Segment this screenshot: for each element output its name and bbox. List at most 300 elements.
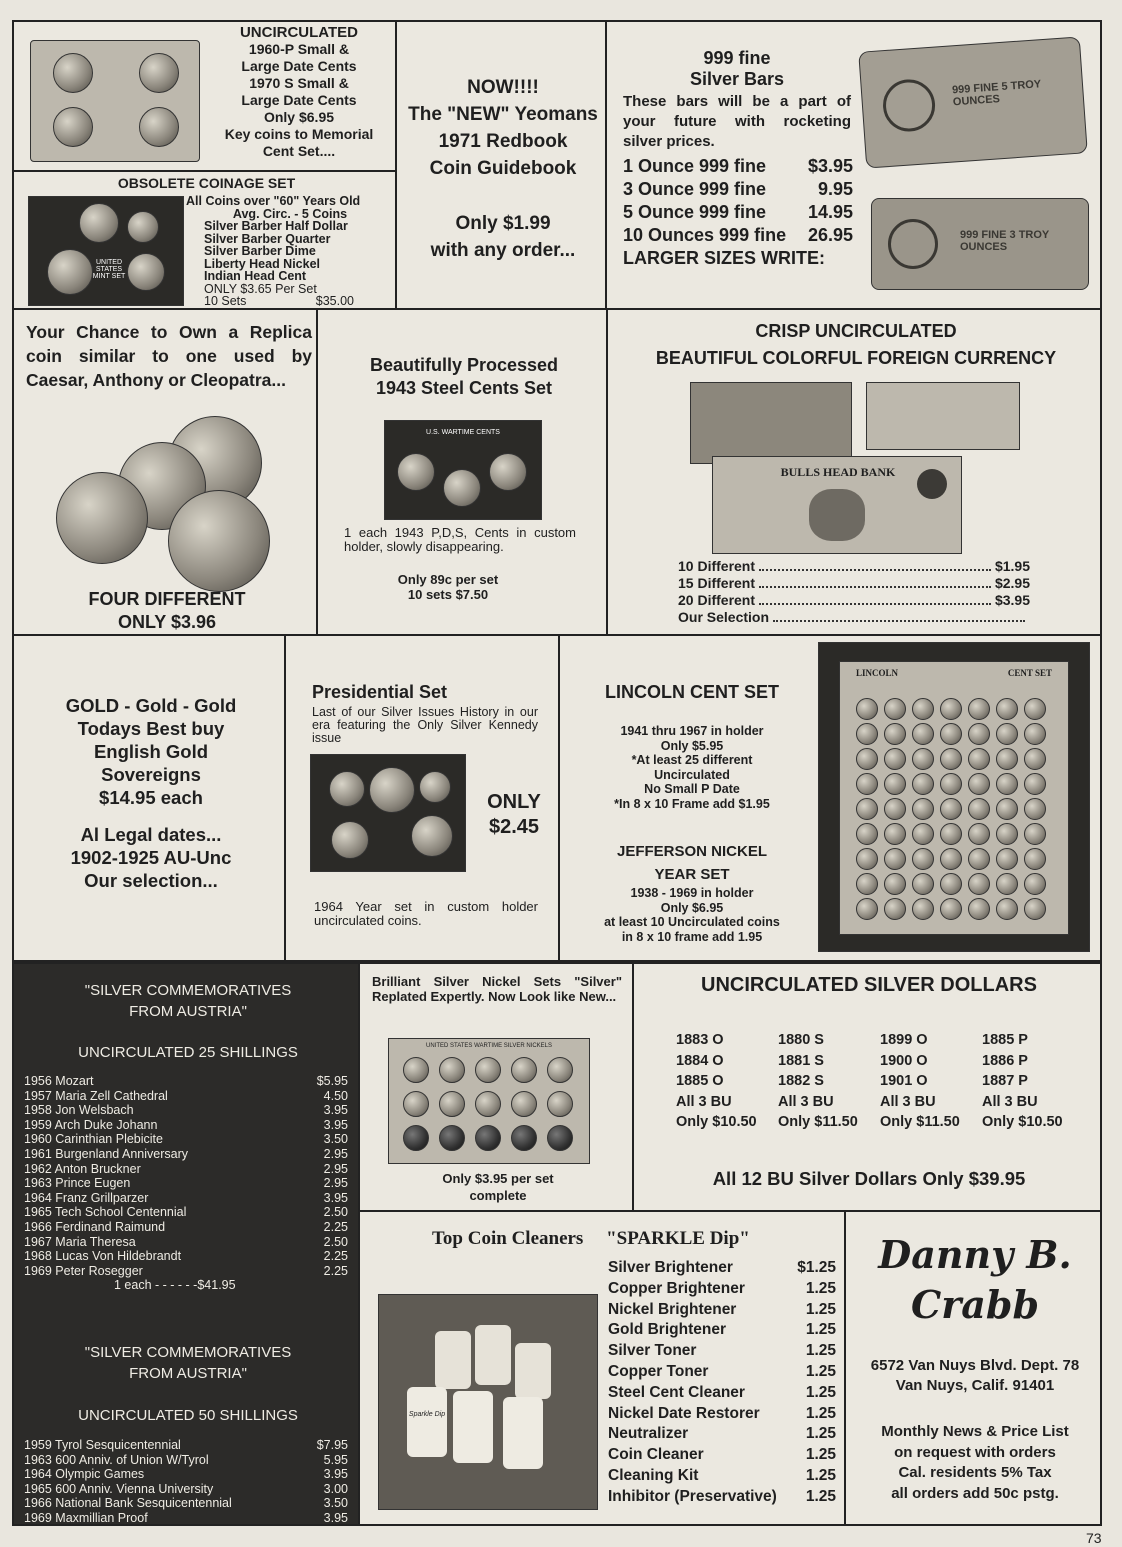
replica-coins-photo [48,410,288,585]
ad-title: YEAR SET [654,866,730,883]
ad-line: Our selection... [84,870,218,891]
coin-icon [996,823,1018,845]
ad-line: 1971 Redbook [438,131,568,152]
ad-title: BEAUTIFUL COLORFUL FOREIGN CURRENCY [655,348,1057,368]
coin-icon [912,848,934,870]
dollar-date: 1886 P [982,1052,1028,1069]
commemorative-list-25 [24,1074,348,1278]
ad-line: English Gold [93,741,209,762]
item-name: Silver Brightener [608,1259,733,1276]
coin-icon [369,767,415,813]
photo-caption: UNITED STATES WARTIME SILVER NICKELS [425,1043,553,1049]
dollar-price: Only $11.50 [778,1114,858,1130]
ad-line: 10 Sets [204,294,247,308]
dollar-group: All 3 BU [778,1093,834,1110]
list-item [608,1300,836,1321]
price-value: $1.95 [994,558,1030,574]
item-price: 3.50 [323,1496,348,1511]
ad-line: No Small P Date [644,782,740,796]
ad-line: Avg. Circ. - 5 Coins [232,206,348,221]
ad-line: *At least 25 different [631,753,753,767]
item-name: 1966 Ferdinand Raimund [24,1219,166,1234]
ad-price: $2.45 [488,816,540,838]
bottle-icon [453,1391,493,1463]
coin-icon [489,453,527,491]
ad-title: UNCIRCULATED SILVER DOLLARS [701,974,1037,996]
coin-icon [884,823,906,845]
ad-price: ONLY $3.65 Per Set [204,281,317,296]
ad-title: Silver Bars [689,69,785,89]
ad-line: Indian Head Cent [204,269,307,283]
bottle-icon [475,1325,511,1385]
price-label: 5 Ounce 999 fine [623,202,767,222]
cent-grid [856,698,1056,928]
coin-icon [996,773,1018,795]
item-name: 1959 Tyrol Sesquicentennial [24,1438,181,1452]
coin-icon [856,723,878,745]
bottle-icon [435,1331,471,1389]
coin-icon [940,773,962,795]
item-price: 3.95 [323,1190,348,1205]
ad-lincoln-cents [558,634,1102,962]
coin-icon [856,748,878,770]
item-price: 1.25 [805,1487,836,1505]
commemorative-list-50 [24,1438,348,1526]
ad-line: Large Date Cents [241,58,357,74]
ad-price: Only $6.95 [660,900,724,915]
item-price: 1.25 [805,1383,836,1401]
list-item [24,1467,348,1482]
coin-icon [511,1125,537,1151]
coin-icon [884,773,906,795]
item-name: 1969 Maxmillian Proof [24,1510,148,1525]
list-item [608,1466,836,1487]
coin-icon [1024,873,1046,895]
denomination-badge [917,469,947,499]
coin-icon [912,873,934,895]
ad-silver-nickel-sets [358,962,634,1212]
item-price: 3.95 [323,1510,348,1525]
coin-icon [884,848,906,870]
ad-line: Sovereigns [101,764,201,785]
section-heading: FROM AUSTRIA" [129,1365,247,1382]
item-price: 1.25 [805,1279,836,1297]
coin-icon [168,490,270,592]
ad-gold-sovereigns [12,634,286,962]
coin-icon [996,848,1018,870]
coin-icon [79,203,119,243]
ad-line: ONLY [487,791,541,813]
ad-sparkle-dip [358,1210,846,1526]
list-item [24,1191,348,1206]
item-price: 3.50 [323,1132,348,1147]
nickel-set-photo [388,1038,590,1164]
coin-icon [968,723,990,745]
item-name: 1957 Maria Zell Cathedral [24,1088,168,1103]
dealer-note: all orders add 50c pstg. [891,1484,1059,1502]
coin-icon [968,798,990,820]
coin-icon [547,1125,573,1151]
ad-foreign-currency [606,308,1102,636]
list-total: 1 each - - - - - -$41.95 [114,1278,236,1292]
dollar-date: 1883 O [676,1032,724,1048]
item-price: 2.50 [323,1234,348,1249]
list-item [24,1205,348,1220]
price-value [1029,609,1030,626]
item-name: 1960 Carinthian Plebicite [24,1132,163,1147]
item-price: 2.25 [323,1219,348,1234]
coin-icon [912,823,934,845]
item-name: 1963 Prince Eugen [24,1176,131,1191]
coin-icon [1024,773,1046,795]
coin-icon [996,873,1018,895]
cleaner-price-list [608,1258,836,1508]
coin-icon [139,107,179,147]
list-item [608,1383,836,1404]
ad-line: at least 10 Uncirculated coins [604,915,780,929]
lincoln-frame-photo [818,642,1090,952]
steel-cents-photo [384,420,542,520]
coin-icon [968,823,990,845]
list-item [608,1487,836,1508]
coin-icon [1024,823,1046,845]
price-label: Our Selection [678,609,770,625]
bottle-icon [407,1387,447,1457]
item-name: 1958 Jon Welsbach [24,1103,134,1118]
ad-description: 1 each 1943 P,D,S, Cents in custom holder, slowly disappearing. [344,525,576,554]
list-item [608,1424,836,1445]
dealer-address: Van Nuys, Calif. 91401 [895,1377,1055,1394]
price-value: $2.95 [994,575,1030,591]
ad-title: JEFFERSON NICKEL [616,843,767,860]
coin-icon [884,748,906,770]
coin-icon [884,798,906,820]
coin-icon [884,898,906,920]
price-label: 20 Different [678,592,756,608]
coin-icon [968,873,990,895]
mint-logo-icon [881,78,937,134]
item-price: 2.50 [323,1205,348,1220]
coin-icon [968,898,990,920]
ad-line: complete [469,1188,527,1203]
ad-price: Only 89c per set [397,572,499,587]
ad-line: 1970 S Small & [249,75,349,91]
board-label: CENT SET [1007,668,1052,678]
item-name: 1962 Anton Bruckner [24,1161,141,1176]
item-name: Nickel Date Restorer [608,1404,760,1422]
coin-icon [940,798,962,820]
list-item [24,1089,348,1104]
item-name: 1967 Maria Theresa [24,1234,136,1249]
ad-title: 1943 Steel Cents Set [375,378,553,398]
list-item [24,1496,348,1511]
item-name: 1963 600 Anniv. of Union W/Tyrol [24,1452,209,1467]
coin-icon [940,698,962,720]
coin-icon [419,771,451,803]
ad-title: "SPARKLE Dip" [606,1228,750,1249]
item-price: 1.25 [805,1300,836,1318]
section-subheading: UNCIRCULATED 25 SHILLINGS [78,1044,298,1061]
item-price: 3.00 [323,1481,348,1496]
list-item [24,1176,348,1191]
ad-line: Silver Barber Half Dollar [204,219,348,233]
dollar-date: 1885 P [982,1032,1028,1048]
dollar-price: Only $11.50 [880,1114,960,1130]
coin-icon [940,898,962,920]
item-name: 1965 Tech School Centennial [24,1205,187,1220]
list-item [608,1258,836,1279]
coin-icon [511,1091,537,1117]
ad-price: $14.95 each [99,787,203,808]
list-item [608,1362,836,1383]
price-label: 10 Ounces 999 fine [623,225,787,245]
dollar-date: 1882 S [778,1073,824,1089]
banknote-photo [866,382,1020,450]
item-price: 3.95 [323,1103,348,1118]
ad-austria-commemoratives [12,962,360,1526]
item-name: Cleaning Kit [608,1466,699,1484]
price-label: 15 Different [678,575,756,591]
ad-title: 999 fine [703,48,771,68]
coin-icon [397,453,435,491]
coin-icon [940,823,962,845]
coin-icon [547,1091,573,1117]
dollar-date: 1884 O [676,1052,724,1069]
coin-icon [912,798,934,820]
coin-icon [940,873,962,895]
coin-icon [912,773,934,795]
dealer-name: Crabb [910,1282,1040,1327]
price-value: 14.95 [807,202,853,222]
coin-icon [331,821,369,859]
coin-icon [884,698,906,720]
bottle-label: Sparkle Dip [408,1411,446,1418]
coin-icon [329,771,365,807]
coin-icon [53,107,93,147]
nickel-grid [399,1053,579,1157]
coin-icon [968,773,990,795]
ad-price: All 12 BU Silver Dollars Only $39.95 [712,1168,1026,1189]
ad-title: LINCOLN CENT SET [605,682,779,702]
ad-line: GOLD - Gold - Gold [65,695,237,716]
section-heading: "SILVER COMMEMORATIVES [84,1344,292,1361]
item-name: 1968 Lucas Von Hildebrandt [24,1249,182,1264]
ad-line: with any order... [430,240,576,261]
coin-icon [968,698,990,720]
mint-logo-icon [888,219,938,269]
list-item [24,1249,348,1264]
list-item [24,1132,348,1147]
ad-dealer-contact [844,1210,1102,1526]
dollar-date: 1899 O [880,1032,928,1048]
item-name: Nickel Brightener [608,1300,737,1318]
ad-description: Brilliant Silver Nickel Sets "Silver" Replated Expertly. Now Look like New... [372,974,622,1004]
coin-icon [475,1057,501,1083]
ad-title: Top Coin Cleaners [432,1228,584,1249]
coin-icon [996,798,1018,820]
banknote-photo [690,382,852,464]
ad-presidential-set [284,634,560,962]
list-item [608,1279,836,1300]
coin-icon [139,53,179,93]
bottle-icon [503,1397,543,1469]
ad-line: Key coins to Memorial [224,126,374,142]
coin-icon [403,1091,429,1117]
coin-icon [940,723,962,745]
ad-price: Only $5.95 [660,738,724,753]
ad-price: $35.00 [315,294,354,308]
page-number: 73 [1086,1530,1102,1546]
item-name: Steel Cent Cleaner [608,1383,745,1401]
dollar-date: 1901 O [880,1073,928,1089]
list-item [24,1220,348,1235]
dollar-date: 1885 O [676,1073,724,1089]
coin-icon [511,1057,537,1083]
silver-bar-photo [858,36,1088,168]
item-price: 2.95 [323,1161,348,1176]
ad-line: All Coins over "60" Years Old [186,194,361,208]
coin-icon [856,823,878,845]
list-item [24,1453,348,1468]
ad-line: 1902-1925 AU-Unc [70,847,232,868]
coin-icon [968,748,990,770]
cent-set-photo [30,40,200,162]
ad-silver-bars [605,20,1102,310]
item-price: 1.25 [805,1446,836,1464]
item-name: Inhibitor (Preservative) [608,1487,777,1505]
list-item [608,1404,836,1425]
coin-icon [403,1057,429,1083]
coin-icon [884,723,906,745]
price-value: 26.95 [807,225,853,245]
ad-description: Your Chance to Own a Replica coin similar to one used by Caesar, Anthony or Cleopatra... [26,322,312,390]
list-item [24,1118,348,1133]
item-name: 1959 Arch Duke Johann [24,1117,158,1132]
price-value: $3.95 [807,156,853,176]
ad-replica-coins [12,308,318,636]
ad-line: Coin Guidebook [429,158,577,179]
ad-redbook [395,20,607,310]
list-item [608,1445,836,1466]
ad-line: Large Date Cents [241,92,357,108]
dealer-note: Cal. residents 5% Tax [898,1464,1052,1481]
coin-icon [1024,798,1046,820]
list-item [24,1511,348,1526]
ad-title: UNCIRCULATED [239,24,359,41]
coin-icon [856,873,878,895]
bar-stamp: 999 FINE 5 TROY OUNCES [951,78,1042,109]
dollar-price: Only $10.50 [676,1114,757,1130]
coin-icon [912,723,934,745]
ad-price: Only $1.99 [455,213,551,234]
coin-icon [940,848,962,870]
item-price: 2.95 [323,1146,348,1161]
item-name: 1961 Burgenland Anniversary [24,1146,189,1161]
coin-icon [1024,748,1046,770]
list-item [24,1147,348,1162]
list-item [24,1235,348,1250]
coin-icon [912,748,934,770]
list-item [24,1103,348,1118]
dollar-date: 1880 S [778,1032,824,1048]
ad-line: NOW!!!! [467,77,539,98]
coin-icon [411,815,453,857]
coin-icon [996,748,1018,770]
item-price: 1.25 [805,1342,836,1360]
ad-line: in 8 x 10 frame add 1.95 [621,929,763,944]
item-price: 2.25 [323,1263,348,1278]
ad-silver-dollars [632,962,1102,1212]
presidential-set-photo [310,754,466,872]
coin-icon [856,848,878,870]
coin-icon [1024,898,1046,920]
list-item [24,1264,348,1279]
coin-icon [127,211,159,243]
coin-icon [1024,698,1046,720]
ad-steel-cents [316,308,608,636]
coin-icon [968,848,990,870]
list-item [24,1074,348,1089]
dollar-group: All 3 BU [982,1093,1038,1110]
dealer-name: Danny B. [878,1232,1072,1277]
coin-icon [53,53,93,93]
dealer-note: on request with orders [894,1443,1056,1461]
ad-title: OBSOLETE COINAGE SET [117,175,296,191]
coin-icon [856,773,878,795]
board-label: LINCOLN [856,668,899,678]
item-price: 1.25 [805,1404,836,1422]
item-name: Coin Cleaner [608,1446,704,1464]
coin-board [839,661,1069,935]
coin-icon [127,253,165,291]
ad-line: *In 8 x 10 Frame add $1.95 [614,796,770,811]
ad-price: Only $3.95 per set [442,1171,554,1186]
item-name: 1964 Olympic Games [24,1467,145,1482]
coin-icon [547,1057,573,1083]
ad-line: 1941 thru 1967 in holder [620,724,764,738]
item-price: $5.95 [316,1074,348,1088]
ad-description: Last of our Silver Issues History in our era featuring the Only Silver Kennedy issue [312,705,538,745]
ad-line: 1960-P Small & [248,41,350,57]
dealer-address: 6572 Van Nuys Blvd. Dept. 78 [870,1357,1080,1374]
list-item [24,1438,348,1453]
coin-icon [856,898,878,920]
item-price: $7.95 [316,1438,348,1452]
dollar-group: All 3 BU [880,1093,936,1110]
ad-line: Cent Set.... [262,143,336,159]
ad-line: Todays Best buy [77,718,225,739]
list-item [608,1320,836,1341]
coin-icon [912,898,934,920]
item-price: 2.95 [323,1176,348,1191]
coin-icon [996,898,1018,920]
dollar-group: All 3 BU [676,1093,732,1110]
coin-icon [439,1091,465,1117]
coin-icon [475,1091,501,1117]
dollar-date: 1887 P [982,1073,1028,1089]
ad-line: Al Legal dates... [80,824,222,845]
ad-line: LARGER SIZES WRITE: [623,248,825,268]
silver-bar-photo [871,198,1089,290]
price-label: 1 Ounce 999 fine [623,156,767,176]
item-name: Copper Brightener [608,1279,745,1297]
ad-line: The "NEW" Yeomans [408,104,598,125]
item-price: 1.25 [805,1466,836,1484]
ad-line: Silver Barber Quarter [204,231,331,246]
section-subheading: UNCIRCULATED 50 SHILLINGS [78,1407,298,1424]
coin-icon [475,1125,501,1151]
ad-obsolete-coinage [12,170,397,310]
